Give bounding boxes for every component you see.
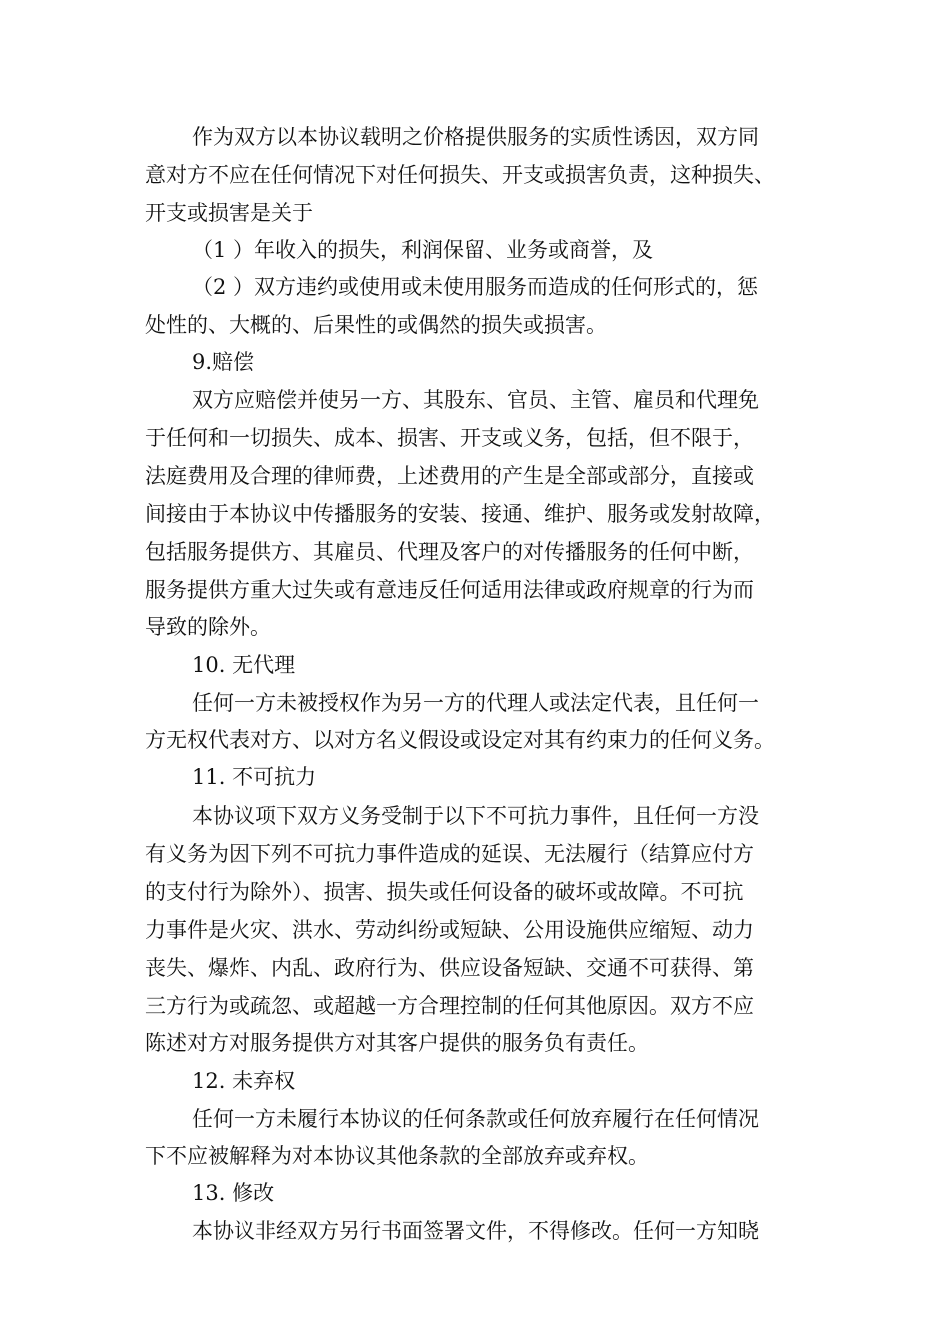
paragraph-line: 本协议非经双方另行书面签署文件，不得修改。任何一方知晓	[192, 1219, 759, 1243]
paragraph-line: 有义务为因下列不可抗力事件造成的延误、无法履行（结算应付方	[145, 842, 754, 866]
paragraph-line: 丧失、爆炸、内乱、政府行为、供应设备短缺、交通不可获得、第	[145, 956, 754, 980]
paragraph-line: 于任何和一切损失、成本、损害、开支或义务，包括，但不限于，	[145, 426, 754, 450]
paragraph-line: 包括服务提供方、其雇员、代理及客户的对传播服务的任何中断，	[145, 540, 754, 564]
paragraph-line: 作为双方以本协议载明之价格提供服务的实质性诱因，双方同	[192, 125, 759, 149]
paragraph-line: 意对方不应在任何情况下对任何损失、开支或损害负责，这种损失、	[145, 163, 775, 187]
paragraph-line: 任何一方未被授权作为另一方的代理人或法定代表，且任何一	[192, 691, 759, 715]
paragraph-line: 本协议项下双方义务受制于以下不可抗力事件，且任何一方没	[192, 804, 759, 828]
paragraph-line: 方无权代表对方、以对方名义假设或设定对其有约束力的任何义务。	[145, 728, 775, 752]
section-heading: 12. 未弃权	[192, 1069, 296, 1093]
paragraph-line: 间接由于本协议中传播服务的安装、接通、维护、服务或发射故障，	[145, 502, 775, 526]
section-heading: 11. 不可抗力	[192, 765, 317, 789]
paragraph-line: 双方应赔偿并使另一方、其股东、官员、主管、雇员和代理免	[192, 388, 759, 412]
list-item: （2 ）双方违约或使用或未使用服务而造成的任何形式的，惩	[192, 275, 759, 299]
paragraph-line: 处性的、大概的、后果性的或偶然的损失或损害。	[145, 313, 607, 337]
paragraph-line: 陈述对方对服务提供方对其客户提供的服务负有责任。	[145, 1031, 649, 1055]
section-heading: 13. 修改	[192, 1181, 275, 1205]
paragraph-line: 法庭费用及合理的律师费，上述费用的产生是全部或部分，直接或	[145, 464, 754, 488]
paragraph-line: 三方行为或疏忽、或超越一方合理控制的任何其他原因。双方不应	[145, 994, 754, 1018]
paragraph-line: 服务提供方重大过失或有意违反任何适用法律或政府规章的行为而	[145, 578, 754, 602]
section-heading: 9.赔偿	[192, 350, 255, 374]
paragraph-line: 开支或损害是关于	[145, 201, 313, 225]
paragraph-line: 下不应被解释为对本协议其他条款的全部放弃或弃权。	[145, 1144, 649, 1168]
paragraph-line: 导致的除外。	[145, 615, 271, 639]
section-heading: 10. 无代理	[192, 653, 296, 677]
paragraph-line: 力事件是火灾、洪水、劳动纠纷或短缺、公用设施供应缩短、动力	[145, 918, 754, 942]
paragraph-line: 的支付行为除外）、损害、损失或任何设备的破坏或故障。不可抗	[145, 880, 744, 904]
list-item: （1 ）年收入的损失，利润保留、业务或商誉，及	[192, 238, 654, 262]
paragraph-line: 任何一方未履行本协议的任何条款或任何放弃履行在任何情况	[192, 1107, 759, 1131]
